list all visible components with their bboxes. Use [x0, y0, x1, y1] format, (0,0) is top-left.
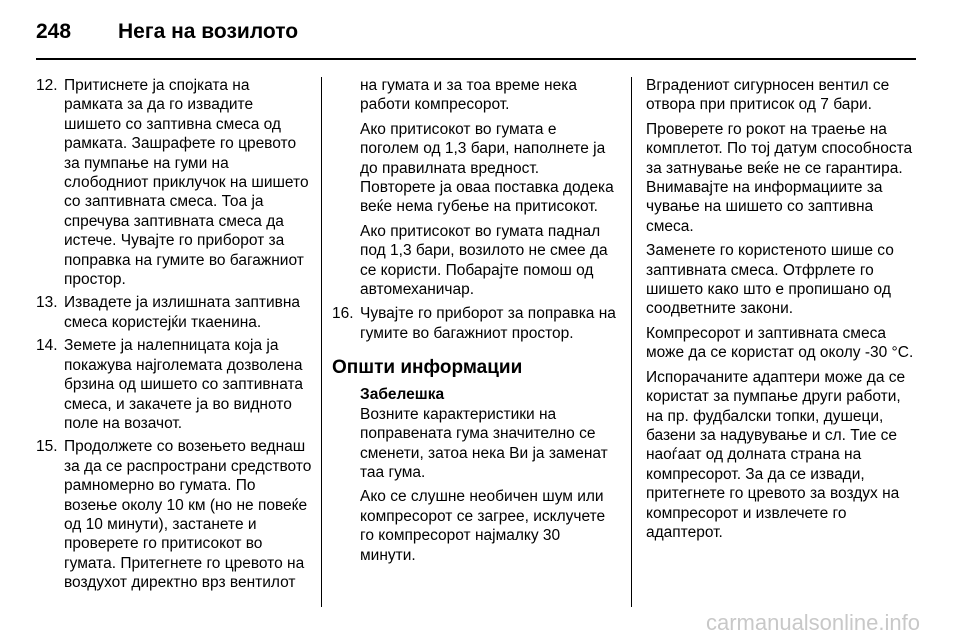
- item-text: Притиснете ја спојката на рамката за да го извадите шишето со заптивна смеса од рамката. Зашрафете го цревото за пумпање на гуми на слободниот приклучок на шишето со заптивната смеса. Тоа ја спречува заптивната смеса да истече. Чувајте го приборот за поправка на гумите во багажниот простор.: [64, 77, 309, 289]
- paragraph: Вградениот сигурносен вентил се отвора при притисок од 7 бари.: [646, 77, 890, 114]
- paragraph: Компресорот и заптивната смеса може да се користат од околу -30 °C.: [646, 324, 914, 362]
- paragraph: на гумата и за тоа време нека работи компресорот.: [360, 77, 577, 114]
- item-text: Продолжете со возењето веднаш за да се распространи средството рамномерно во гумата. По возење околу 10 км (но не повеќе од 10 минути), застанете и проверете го притисокот во гумата. Притегнете го цревото на воздухот директно врз вентилот: [64, 438, 312, 592]
- paragraph: Испорачаните адаптери може да се користат за пумпање други работи, на пр. фудбалски топки, душеци, базени за надувување и сл. Тие се наоѓаат од долната страна на компресорот. За да се извади, притегнете го цревото за воздух на компресорот и извлечете го адаптерот.: [646, 368, 906, 541]
- item-text: Чувајте го приборот за поправка на гумите во багажниот простор.: [360, 305, 616, 342]
- item-number: 15.: [36, 438, 58, 456]
- column-2: [332, 76, 616, 570]
- page-number: 248: [36, 20, 72, 43]
- note-paragraph: Ако се слушне необичен шум или компресорот се загрее, исклучете го компресорот најмалку 30 минути.: [360, 488, 606, 564]
- column-3: [646, 76, 916, 547]
- paragraph: Проверете го рокот на траење на комплетот. По тој датум способноста за затнување веќе не се гарантира. Внимавајте на информациите за чување на шишето со заптивна смеса.: [646, 120, 913, 235]
- item-number: 12.: [36, 77, 58, 94]
- list-item: [36, 437, 312, 592]
- item-number: 13.: [36, 294, 58, 312]
- watermark: carmanualsonline.info: [705, 610, 920, 635]
- item-number: 14.: [36, 337, 58, 355]
- column-divider-1: [321, 77, 322, 607]
- list-item: [36, 336, 312, 433]
- paragraph: Заменете го користеното шише со заптивната смеса. Отфрлете го шишето како што е пропишано од соодветните закони.: [646, 242, 894, 318]
- paragraph: Ако притисокот во гумата е поголем од 1,3 бари, наполнете ја до правилната вредност. Повторете ја оваа поставка додека веќе нема губење на притисокот.: [360, 120, 614, 216]
- list-item: [36, 76, 312, 289]
- page-title: Нега на возилото: [118, 20, 299, 43]
- list-item: [332, 304, 616, 343]
- page-header: [0, 0, 960, 64]
- note-paragraph: Возните карактеристики на поправената гума значително се сменети, затоа нека Ви ја заменат таа гума.: [360, 405, 608, 481]
- section-title: Општи информации: [332, 357, 523, 379]
- item-text: Извадете ја излишната заптивна смеса користејќи ткаенина.: [64, 294, 301, 331]
- column-divider-2: [631, 77, 632, 607]
- header-rule: [36, 58, 916, 60]
- note-title: Забелешка: [360, 386, 445, 404]
- column-1: [36, 76, 312, 597]
- paragraph: Ако притисокот во гумата паднал под 1,3 бари, возилото не смее да се користи. Побарајте помош од автомеханичар.: [360, 222, 608, 299]
- item-number: 16.: [332, 305, 354, 323]
- item-text: Земете ја налепницата која ја покажува најголемата дозволена брзина од шишето со заптивната смеса, и закачете ја во видното поле на возачот.: [64, 337, 304, 432]
- list-item: [36, 293, 312, 332]
